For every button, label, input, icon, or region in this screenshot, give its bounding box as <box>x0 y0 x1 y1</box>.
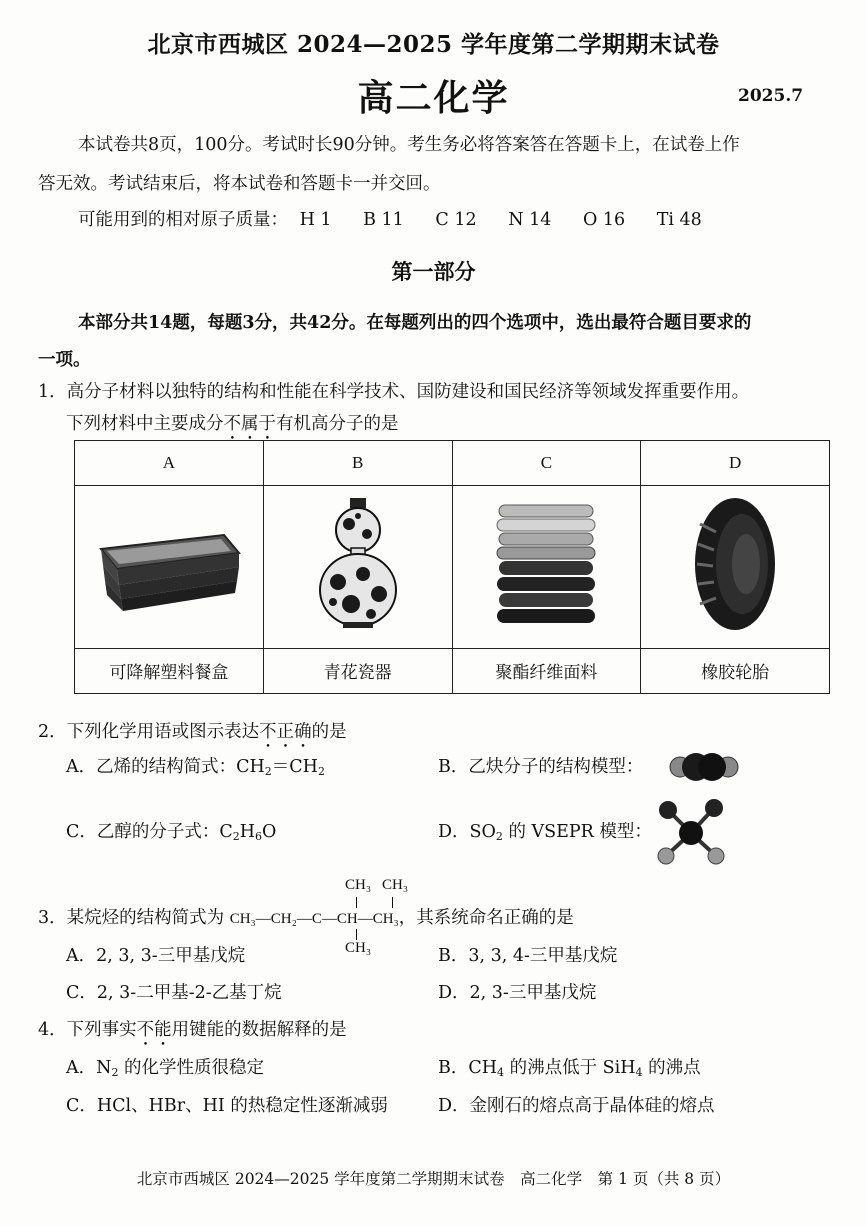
q1-stem-pre: 下列材料中主要成分 <box>66 414 224 434</box>
plastic-box-icon <box>89 509 249 619</box>
fabric-stack-icon <box>491 499 601 629</box>
q3-chain-left: CH₃—CH₂— <box>229 911 312 927</box>
q1-option-a-letter: A <box>75 441 264 486</box>
q1-option-b-caption: 青花瓷器 <box>263 648 452 693</box>
q2-d-pre: D．SO <box>438 822 496 842</box>
q3-bond-top-1 <box>356 897 357 908</box>
q2-a-mid: ＝CH <box>271 757 318 777</box>
part-one-instruction-1: 本部分共14题，每题3分，共42分。在每题列出的四个选项中，选出最符合题目要求的 <box>78 313 752 333</box>
q2-stem-post: 的是 <box>311 722 347 742</box>
q4-a-post: 的化学性质很稳定 <box>118 1058 265 1078</box>
q4-stem-pre: 4．下列事实 <box>38 1020 137 1040</box>
q2-d-post: 的 VSEPR 模型： <box>502 822 652 842</box>
q3-ch3-bottom: CH₃ <box>345 940 372 956</box>
q3-option-c: C．2, 3-二甲基-2-乙基丁烷 <box>66 983 282 1003</box>
atomic-mass-row <box>78 210 702 231</box>
q4-b-sub2: 4 <box>635 1066 643 1079</box>
page-footer: 北京市西城区 2024—2025 学年度第二学期期末试卷 高二化学 第 1 页（共 8 页） <box>136 1170 731 1188</box>
q1-option-d-image <box>641 486 830 648</box>
so2-vsepr-model-icon <box>656 798 726 868</box>
q2-a-sub2: 2 <box>317 765 325 778</box>
q1-stem-line-1: 1．高分子材料以独特的结构和性能在科学技术、国防建设和国民经济等领域发挥重要作用。 <box>38 382 750 402</box>
q2-a-pre: A．乙烯的结构简式：CH <box>66 757 265 777</box>
q1-option-a-caption: 可降解塑料餐盒 <box>75 648 264 693</box>
q2-c-sub2: 6 <box>255 830 263 843</box>
acetylene-model-icon <box>668 750 740 784</box>
q4-a-sub: 2 <box>111 1066 119 1079</box>
intro-line-1: 本试卷共8页，100分。考试时长90分钟。考生务必将答案答在答题卡上，在试卷上作 <box>78 135 740 155</box>
q1-option-c-image <box>452 486 641 648</box>
porcelain-vase-icon <box>313 494 403 634</box>
q2-b-text: B．乙炔分子的结构模型： <box>438 757 644 777</box>
q1-option-c-letter: C <box>452 441 641 486</box>
q3-ch3-top-2: CH₃ <box>382 877 409 893</box>
part-one-heading: 第一部分 <box>391 259 476 284</box>
atomic-mass-n: N 14 <box>508 210 552 230</box>
q1-option-c-caption: 聚酯纤维面料 <box>452 648 641 693</box>
q1-stem-post: 有机高分子的是 <box>276 414 399 434</box>
atomic-mass-h: H 1 <box>299 210 332 230</box>
q1-emphasis: 不属于 <box>223 414 276 434</box>
q2-option-c <box>66 822 276 843</box>
q3-stem <box>38 908 574 929</box>
q4-a-pre: A．N <box>66 1058 112 1078</box>
q2-option-d <box>438 822 652 843</box>
q2-stem-pre: 2．下列化学用语或图示表达 <box>38 722 260 742</box>
q4-b-post: 的沸点 <box>642 1058 701 1078</box>
q3-bond-top-2 <box>392 897 393 908</box>
q1-option-d-caption: 橡胶轮胎 <box>641 648 830 693</box>
exam-date: 2025.7 <box>738 86 804 106</box>
atomic-mass-b: B 11 <box>363 210 404 230</box>
q3-chain-c: C <box>311 911 322 927</box>
q4-emphasis: 不能 <box>136 1020 172 1040</box>
q2-c-pre: C．乙醇的分子式：C <box>66 822 233 842</box>
q1-option-b-image <box>263 486 452 648</box>
q1-option-a-image <box>75 486 264 648</box>
q4-stem-post: 用键能的数据解释的是 <box>171 1020 347 1040</box>
part-one-instruction-2: 一项。 <box>38 350 91 370</box>
q2-option-a <box>66 757 325 778</box>
q4-option-d: D．金刚石的熔点高于晶体硅的熔点 <box>438 1096 715 1116</box>
atomic-mass-ti: Ti 48 <box>656 210 702 230</box>
q2-d-sub: 2 <box>495 830 503 843</box>
q4-option-a <box>66 1058 264 1079</box>
atomic-mass-label: 可能用到的相对原子质量： <box>78 210 288 230</box>
q4-b-mid: 的沸点低于 SiH <box>504 1058 636 1078</box>
q2-c-post: O <box>262 822 277 842</box>
q2-stem <box>38 722 347 752</box>
q2-c-sub1: 2 <box>232 830 240 843</box>
intro-line-2: 答无效。考试结束后，将本试卷和答题卡一并交回。 <box>38 174 441 194</box>
q3-bond-bottom <box>356 929 357 940</box>
q3-stem-tail: ，其系统命名正确的是 <box>398 908 574 928</box>
q2-emphasis: 不正确 <box>259 722 312 742</box>
atomic-mass-o: O 16 <box>582 210 626 230</box>
q3-ch3-top-1: CH₃ <box>345 877 372 893</box>
exam-title: 北京市西城区 2024—2025 学年度第二学期期末试卷 <box>147 31 720 58</box>
q1-option-b-letter: B <box>263 441 452 486</box>
q4-option-c: C．HCl、HBr、HI 的热稳定性逐渐减弱 <box>66 1096 388 1116</box>
q1-option-d-letter: D <box>641 441 830 486</box>
subject-title: 高二化学 <box>357 77 510 119</box>
q1-options-table <box>74 440 830 694</box>
q4-stem <box>38 1020 347 1050</box>
q3-option-a: A．2, 3, 3-三甲基戊烷 <box>66 946 246 966</box>
q4-option-b <box>438 1058 701 1079</box>
q2-a-sub1: 2 <box>264 765 272 778</box>
q3-stem-lead: 3．某烷烃的结构简式为 <box>38 908 225 928</box>
q3-option-b: B．3, 3, 4-三甲基戊烷 <box>438 946 618 966</box>
rubber-tire-icon <box>690 494 780 634</box>
atomic-mass-c: C 12 <box>435 210 477 230</box>
q3-chain-right: —CH—CH₃ <box>321 911 399 927</box>
q2-c-mid: H <box>239 822 256 842</box>
q4-b-sub1: 4 <box>497 1066 505 1079</box>
q4-b-pre: B．CH <box>438 1058 498 1078</box>
q2-option-b <box>438 757 643 778</box>
q3-option-d: D．2, 3-三甲基戊烷 <box>438 983 597 1003</box>
